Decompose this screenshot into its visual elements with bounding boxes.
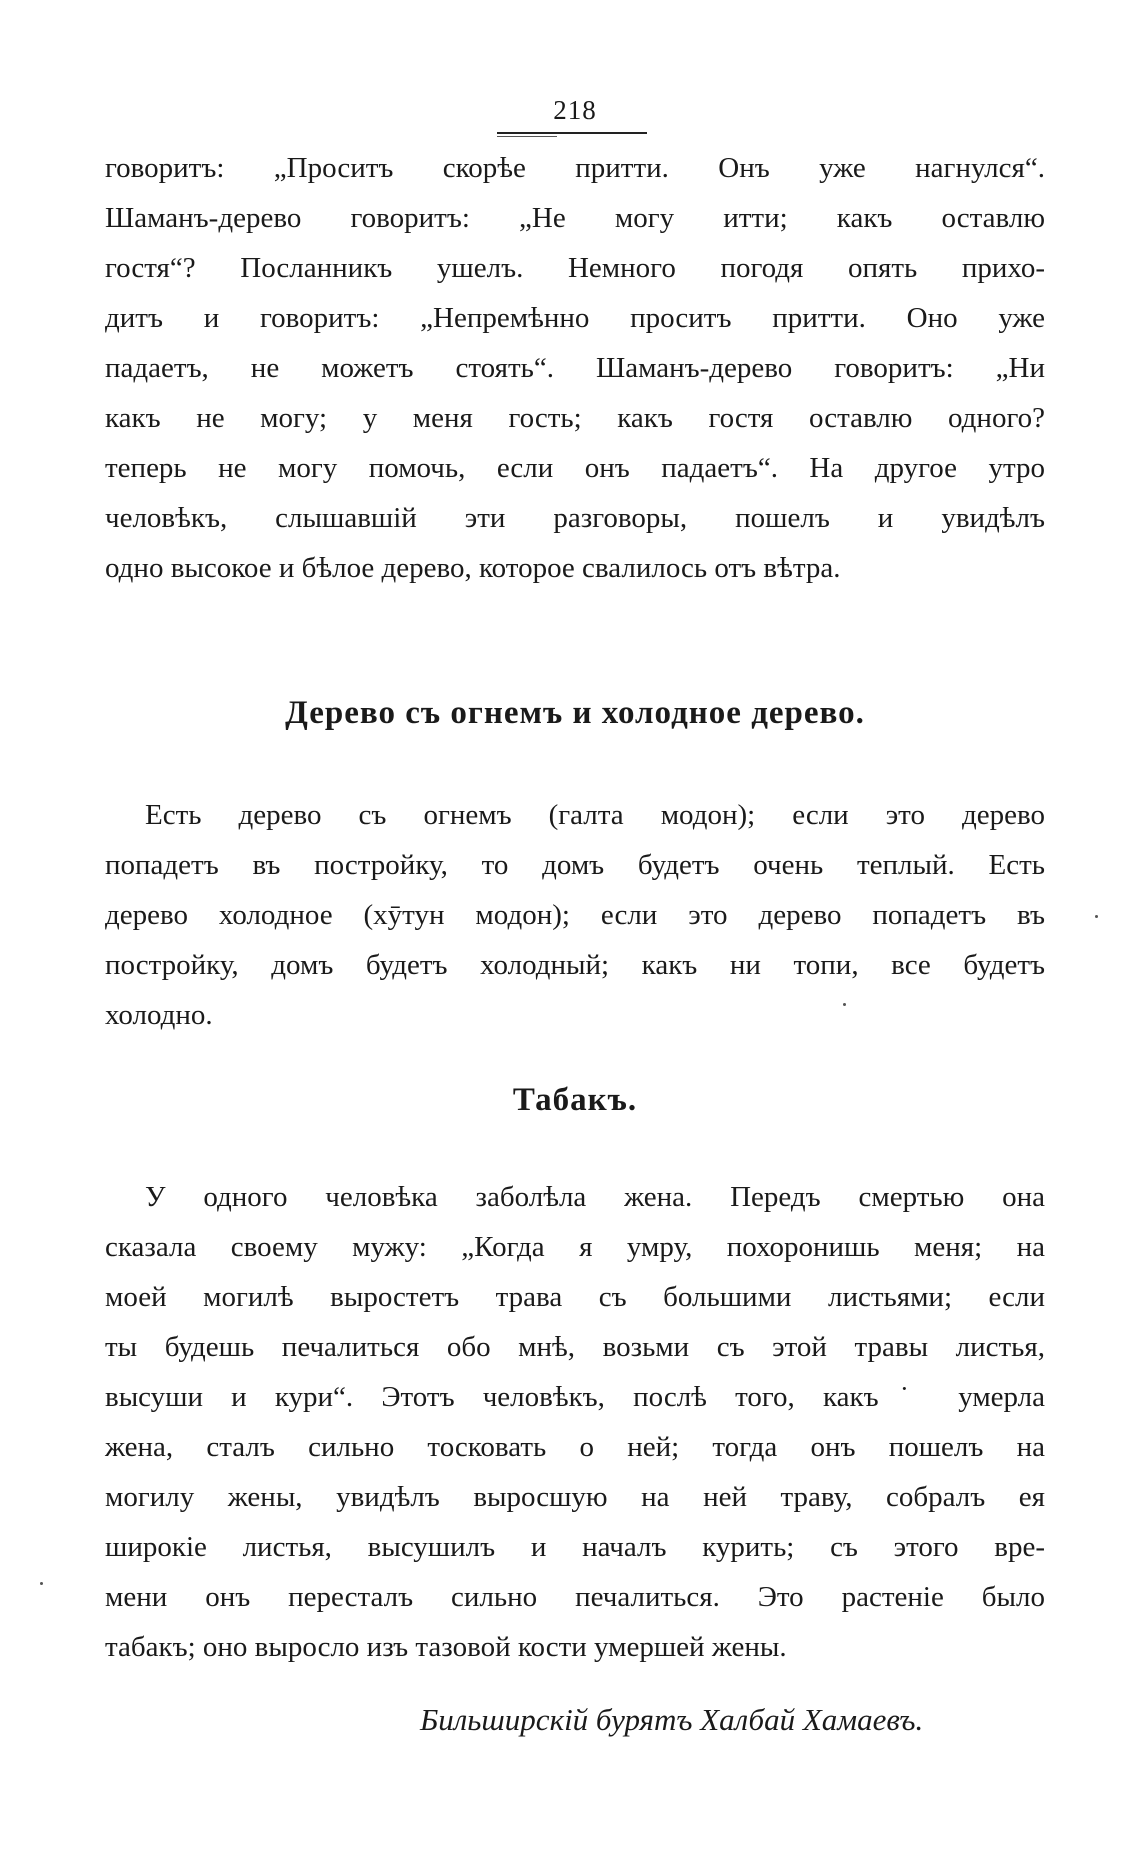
intro-line: человѣкъ, слышавшій эти разговоры, пошелъ и увидѣлъ	[105, 502, 1045, 534]
section-line: ты будешь печалиться обо мнѣ, возьми съ этой травы листья,	[105, 1331, 1045, 1363]
section-line: табакъ; оно выросло изъ тазовой кости умершей жены.	[105, 1631, 787, 1663]
intro-line: теперь не могу помочь, если онъ падаетъ“. На другое утро	[105, 452, 1045, 484]
intro-line: гостя“? Посланникъ ушелъ. Немного погодя опять прихо-	[105, 252, 1045, 284]
intro-line: какъ не могу; у меня гость; какъ гостя оставлю одного?	[105, 402, 1045, 434]
section-line: мени онъ пересталъ сильно печалиться. Это растеніе было	[105, 1581, 1045, 1613]
page-number-rule	[497, 132, 647, 134]
section-title-fire-tree: Дерево съ огнемъ и холодное дерево.	[285, 695, 865, 731]
section-line: дерево холодное (хӯтун модон); если это дерево попадетъ въ	[105, 899, 1045, 931]
section-line: высуши и кури“. Этотъ человѣкъ, послѣ того, какъ˙ умерла	[105, 1381, 1045, 1413]
section-line: холодно.	[105, 999, 213, 1031]
section-line: жена, сталъ сильно тосковать о ней; тогда онъ пошелъ на	[105, 1431, 1045, 1463]
intro-line: падаетъ, не можетъ стоять“. Шаманъ-дерево говоритъ: „Ни	[105, 352, 1045, 384]
page-number-rule-underline	[497, 136, 557, 137]
intro-line: дитъ и говоритъ: „Непремѣнно проситъ притти. Оно уже	[105, 302, 1045, 334]
intro-line: Шаманъ-дерево говоритъ: „Не могу итти; какъ оставлю	[105, 202, 1045, 234]
scan-speck	[843, 1003, 846, 1006]
scan-speck	[1095, 915, 1098, 918]
section-line: Есть дерево съ огнемъ (галта модон); если это дерево	[145, 799, 1045, 831]
section-line: попадетъ въ постройку, то домъ будетъ очень теплый. Есть	[105, 849, 1045, 881]
intro-line: одно высокое и бѣлое дерево, которое свалилось отъ вѣтра.	[105, 552, 841, 584]
scan-speck	[40, 1582, 43, 1585]
section-line: постройку, домъ будетъ холодный; какъ ни топи, все будетъ	[105, 949, 1045, 981]
page-number: 218	[553, 95, 597, 125]
section-line: моей могилѣ выростетъ трава съ большими листьями; если	[105, 1281, 1045, 1313]
author-signature: Бильширскій бурятъ Халбай Хамаевъ.	[420, 1702, 924, 1737]
section-paragraph-fire-tree	[105, 790, 1045, 1040]
section-line: сказала своему мужу: „Когда я умру, похоронишь меня; на	[105, 1231, 1045, 1263]
intro-line: говоритъ: „Проситъ скорѣе притти. Онъ уже нагнулся“.	[105, 152, 1045, 184]
section-line: могилу жены, увидѣлъ выросшую на ней траву, собралъ ея	[105, 1481, 1045, 1513]
intro-paragraph	[105, 143, 1045, 593]
section-title-tobacco: Табакъ.	[512, 1082, 638, 1118]
section-line: У одного человѣка заболѣла жена. Передъ смертью она	[145, 1181, 1045, 1213]
section-paragraph-tobacco	[105, 1172, 1045, 1672]
section-line: широкіе листья, высушилъ и началъ курить; съ этого вре-	[105, 1531, 1045, 1563]
